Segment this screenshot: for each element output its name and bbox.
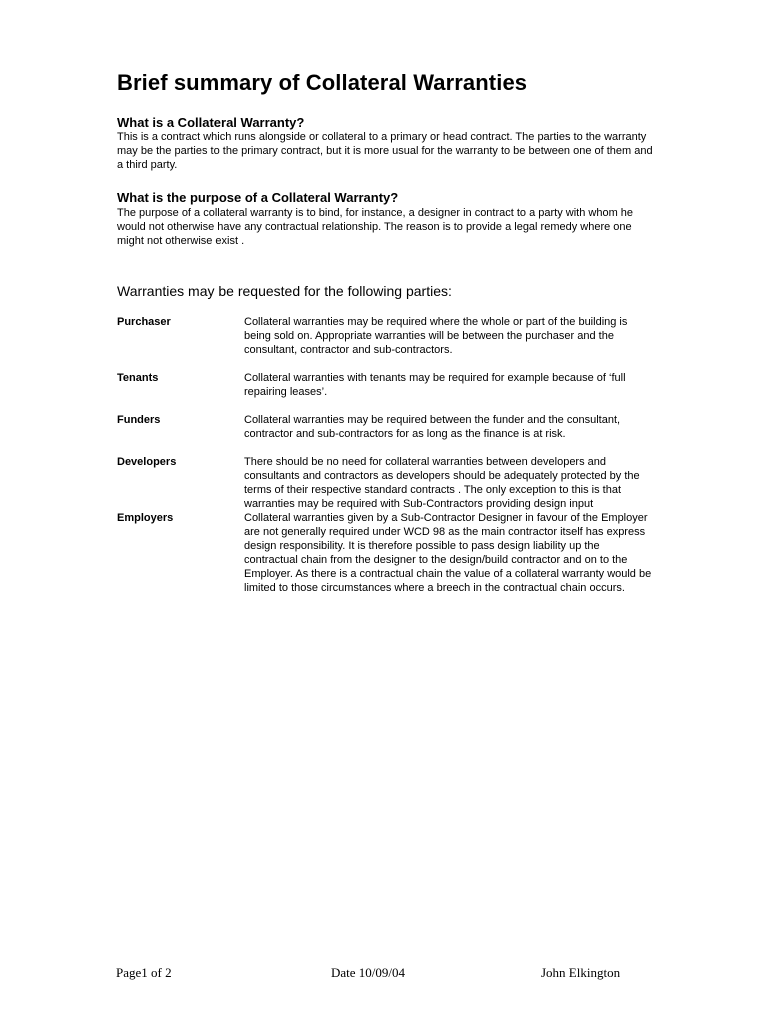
- party-text-employers: Collateral warranties given by a Sub-Contractor Designer in favour of the Employer are not generally required under WCD 98 as the main contractor itself has express design responsibility. It is therefore possible to pass design liability up the contractual chain from the designer to the design/build contractor and on to the Employer. As there is a contractual chain the value of a collateral warranty would be limited to those circumstances where a breech in the contractual chain occurs.: [244, 512, 652, 594]
- party-text-developers: There should be no need for collateral warranties between developers and consultants and contractors as developers should be adequately protected by the terms of their respective standard contracts . The only exception to this is that warranties may be required with Sub-Contractors providing design input: [244, 456, 640, 510]
- section-heading-what-is: What is a Collateral Warranty?: [117, 115, 305, 130]
- party-label-employers: Employers: [117, 512, 174, 524]
- parties-intro: Warranties may be requested for the following parties:: [117, 283, 452, 299]
- footer-page-number: Page1 of 2: [116, 965, 172, 980]
- section-text-purpose: The purpose of a collateral warranty is to bind, for instance, a designer in contract to a party with whom he would not otherwise have any contractual relationship. The reason is to provide a legal remedy where one might not otherwise exist .: [117, 207, 634, 247]
- party-text-purchaser: Collateral warranties may be required where the whole or part of the building is being sold on. Appropriate warranties will be between the purchaser and the consultant, contractor and sub-contractors.: [244, 316, 628, 356]
- party-label-purchaser: Purchaser: [117, 316, 171, 328]
- party-label-tenants: Tenants: [117, 372, 159, 384]
- page-title: Brief summary of Collateral Warranties: [117, 70, 528, 95]
- section-text-what-is: This is a contract which runs alongside or collateral to a primary or head contract. The parties to the warranty may be the parties to the primary contract, but it is more usual for the warranty to be between one of them and a third party.: [117, 131, 653, 171]
- footer-date: Date 10/09/04: [331, 965, 406, 980]
- party-text-funders: Collateral warranties may be required between the funder and the consultant, contractor and sub-contractors for as long as the finance is at risk.: [244, 414, 621, 440]
- section-heading-purpose: What is the purpose of a Collateral Warranty?: [117, 190, 399, 205]
- footer-author: John Elkington: [541, 965, 621, 980]
- party-label-funders: Funders: [117, 414, 161, 426]
- party-label-developers: Developers: [117, 456, 177, 468]
- party-text-tenants: Collateral warranties with tenants may be required for example because of ‘full repairing leases’.: [244, 372, 626, 398]
